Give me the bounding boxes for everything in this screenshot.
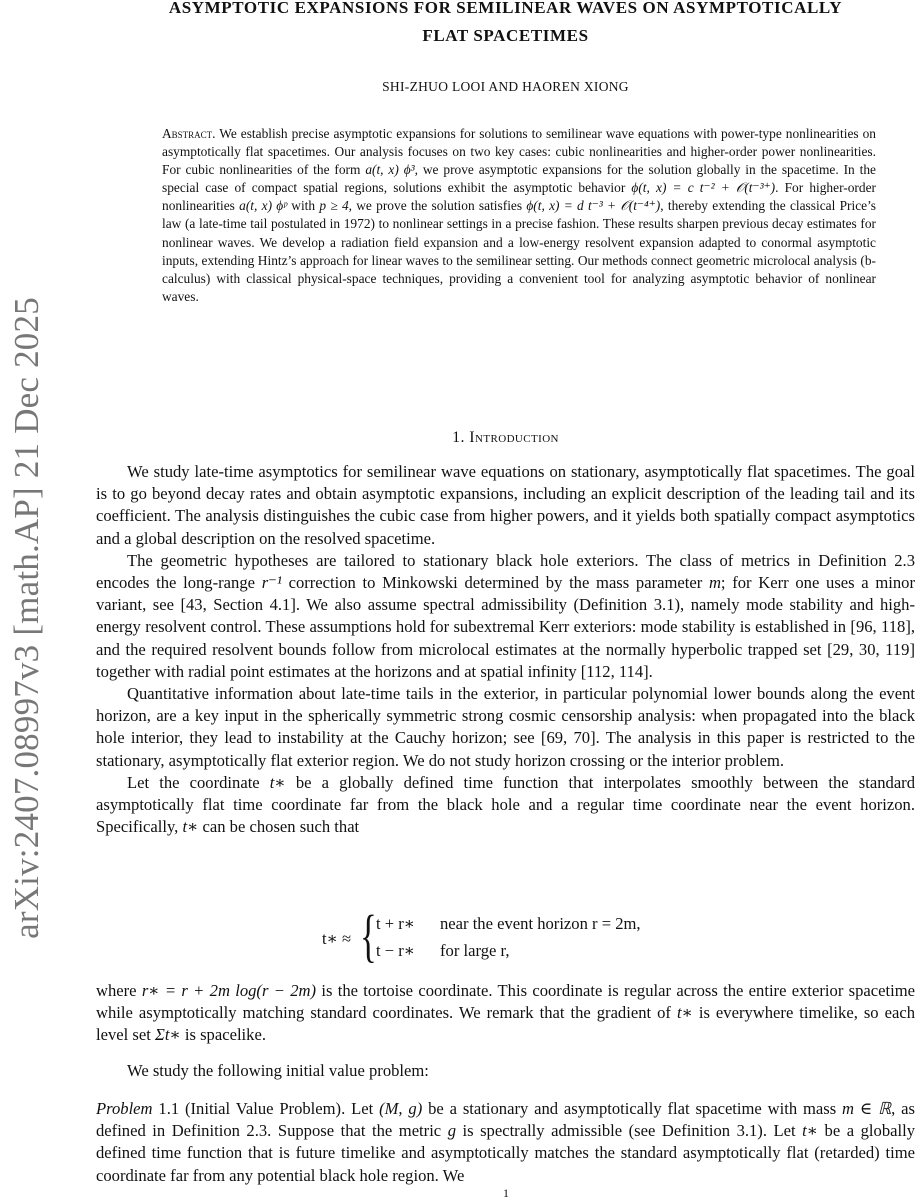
paper-title — [96, 0, 915, 50]
problem-label: Problem — [96, 1099, 153, 1118]
left-brace: { — [360, 903, 377, 968]
abstract-text-2: , we prove asymptotic expansions for the solution globally in the spacetime. In the special case of compact spatial regions, solutions exhibit the asymptotic behavior — [162, 162, 876, 196]
case-2-expression: t − r∗ — [376, 941, 416, 960]
case-1-condition: near the event horizon r = 2m, — [440, 914, 641, 933]
abstract — [162, 125, 876, 306]
abstract-text-3: . For higher-order nonlinearities — [162, 180, 876, 214]
arxiv-sidebar — [6, 233, 48, 1003]
math-r-inverse: r⁻¹ — [261, 573, 282, 593]
introduction-body — [96, 461, 915, 838]
study-line: We study the following initial value problem: — [127, 1061, 429, 1080]
post-equation-text — [96, 980, 915, 1047]
tortoise-paragraph: where r∗ = r + 2m log(r − 2m) is the tortoise coordinate. This coordinate is regular across the entire exterior spacetime while asymptotically matching standard coordinates. We remark that the gradient of t∗ is everywhere timelike, so each level set Σt∗ is spacelike. — [96, 981, 915, 1045]
title-line-1: ASYMPTOTIC EXPANSIONS FOR SEMILINEAR WAVES ON ASYMPTOTICALLY — [168, 0, 843, 17]
abstract-text-5: , we prove the solution satisfies — [348, 198, 527, 214]
case-1-expression: t + r∗ — [376, 914, 416, 933]
authors: SHI-ZHUO LOOI AND HAOREN XIONG — [382, 79, 629, 94]
title-line-2: FLAT SPACETIMES — [422, 26, 589, 45]
math-mass: m — [708, 573, 721, 593]
math-t-star-3: t∗ — [676, 1003, 693, 1023]
arxiv-identifier: arXiv:2407.08997v3 [math.AP] 21 Dec 2025 — [7, 297, 46, 939]
intro-paragraph-2: The geometric hypotheses are tailored to stationary black hole exteriors. The class of metrics in Definition 2.3 encodes the long-range r⁻¹ correction to Minkowski determined by the mass parameter m; for Kerr one uses a minor variant, see [43, Section 4.1]. We also assume spectral admissibility (Definition 3.1), namely mode stability and high-energy resolvent control. These assumptions hold for subextremal Kerr exteriors: mode stability is established in [96, 118], and the required resolvent bounds follow from microlocal estimates at the normally hyperbolic trapped set [29, 30, 119] together with radial point estimates at the horizons and at spatial infinity [112, 114]. — [96, 550, 915, 681]
abstract-text-6: , thereby extending the classical Price’s law (a late-time tail postulated in 1972) to nonlinear settings in a precise fashion. These results sharpen previous decay estimates for nonlinear waves. We develop a radiation field expansion and a low-energy resolvent expansion adapted to conormal asymptotic inputs, extending Hintz’s approach for linear waves to the semilinear setting. Our methods connect geometric microlocal analysis (b-calculus) with classical physical-space techniques, providing a convenient tool for analyzing asymptotic behavior of nonlinear waves. — [162, 198, 877, 304]
section-heading-introduction: 1. Introduction — [452, 429, 559, 446]
study-line-block — [96, 1060, 915, 1082]
math-tortoise: r∗ = r + 2m log(r − 2m) — [141, 981, 317, 1000]
abstract-text-4: with — [287, 198, 320, 214]
math-t-star-2: t∗ — [182, 817, 199, 837]
problem-block — [96, 1098, 915, 1187]
equation-case-2 — [376, 941, 510, 961]
intro-paragraph-1: We study late-time asymptotics for semilinear wave equations on stationary, asymptotically flat spacetimes. The goal is to go beyond decay rates and obtain asymptotic expansions, including an explicit description of the leading tail and its coefficient. The analysis distinguishes the cubic case from higher powers, and it yields both spatially compact asymptotics and a global description on the resolved spacetime. — [96, 462, 915, 548]
abstract-math-3: a(t, x) ϕᵖ — [239, 198, 288, 214]
abstract-label: Abstract. — [162, 126, 216, 141]
math-t-star: t∗ — [269, 772, 286, 792]
equation-lhs: t∗ ≈ — [322, 929, 352, 948]
abstract-math-5: ϕ(t, x) = d t⁻³ + 𝒪(t⁻⁴⁺) — [526, 198, 661, 214]
abstract-math-2: ϕ(t, x) = c t⁻² + 𝒪(t⁻³⁺) — [631, 180, 776, 196]
abstract-math-1: a(t, x) ϕ³ — [365, 162, 415, 178]
problem-1-1: Problem 1.1 (Initial Value Problem). Let (M, g) be a stationary and asymptotically flat spacetime with mass m ∈ ℝ, as defined in Definition 2.3. Suppose that the metric g is spectrally admissible (see Definition 3.1). Let t∗ be a globally defined time function that is future timelike and asymptotically matches the standard asymptotically flat (retarded) time coordinate far from any potential black hole region. We — [96, 1099, 915, 1185]
case-2-condition: for large r, — [440, 941, 510, 960]
intro-paragraph-3: Quantitative information about late-time tails in the exterior, in particular polynomial lower bounds along the event horizon, are a key input in the spherically symmetric strong cosmic censorship analysis: when propagated into the black hole interior, they lead to instability at the Cauchy horizon; see [69, 70]. The analysis in this paper is restricted to the stationary, asymptotically flat exterior region. We do not study horizon crossing or the interior problem. — [96, 684, 915, 770]
problem-number: 1.1 (Initial Value Problem). — [158, 1099, 346, 1118]
abstract-math-4: p ≥ 4 — [319, 198, 349, 214]
equation-case-1 — [376, 914, 641, 934]
math-level-set: Σt∗ — [154, 1025, 181, 1045]
page-number: 1 — [503, 1186, 509, 1200]
abstract-text-1: We establish precise asymptotic expansions for solutions to semilinear wave equations with power-type nonlinearities on asymptotically flat spacetimes. Our analysis focuses on two key cases: cubic nonlinearities and higher-order power nonlinearities. For cubic nonlinearities of the form — [162, 126, 876, 178]
intro-paragraph-4: Let the coordinate t∗ be a globally defined time function that interpolates smoothly between the standard asymptotically flat time coordinate far from the black hole and a regular time coordinate near the event horizon. Specifically, t∗ can be chosen such that — [96, 772, 915, 837]
display-equation-t-star — [322, 903, 742, 972]
